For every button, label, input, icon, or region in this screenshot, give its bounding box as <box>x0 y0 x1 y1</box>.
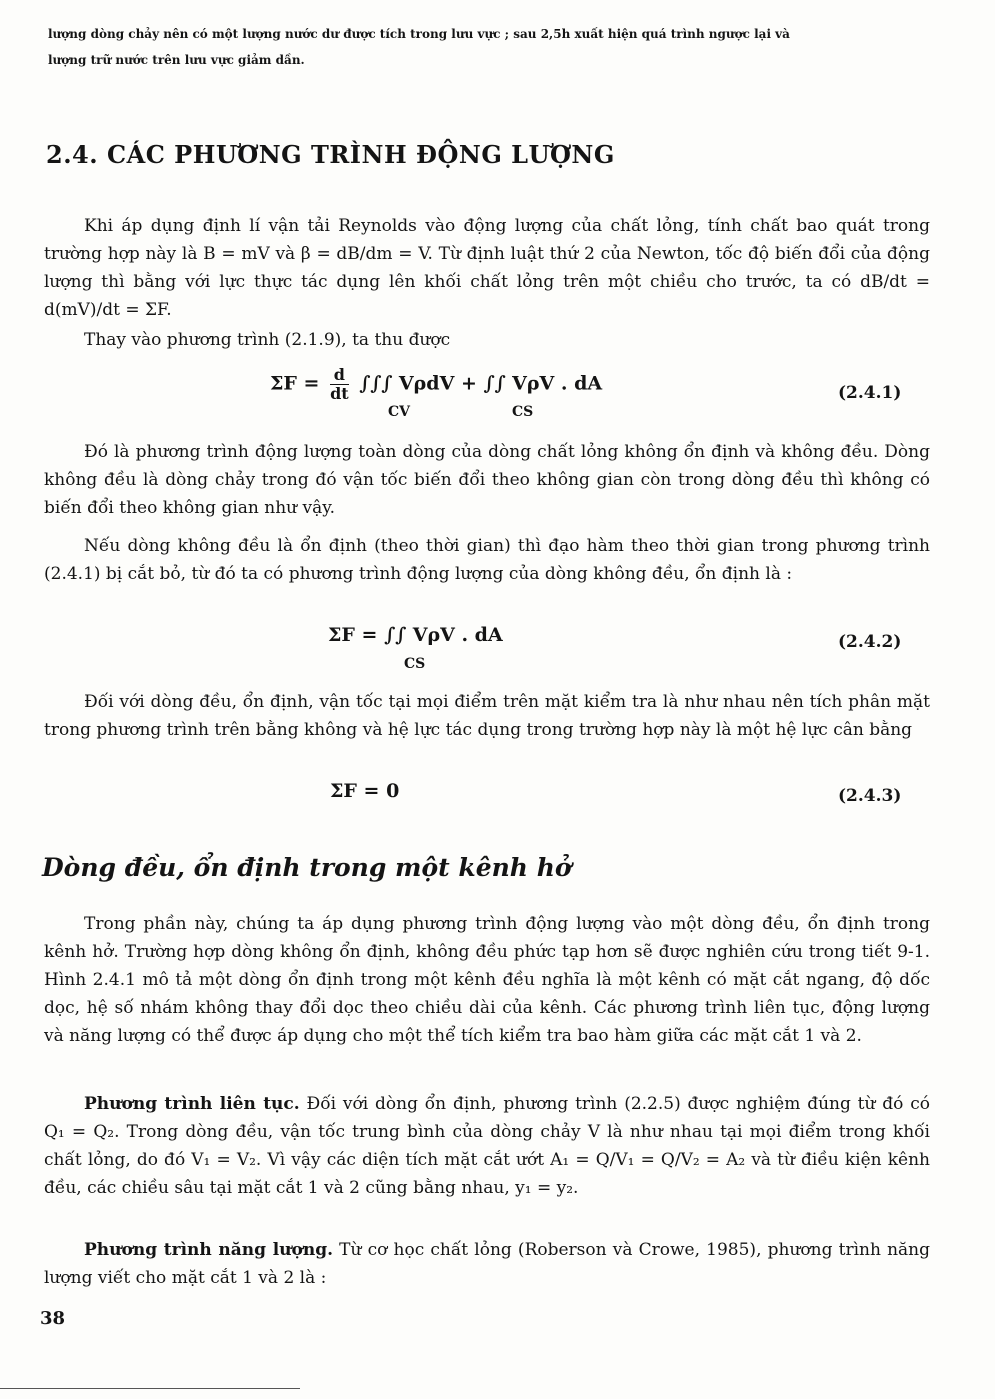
carryover-text-line-1: lượng dòng chảy nên có một lượng nước dư được tích trong lưu vực ; sau 2,5h xuất hiện quá trình ngược lại và <box>48 27 790 41</box>
eq1-volume-integral: ∫∫∫ VρdV <box>359 372 455 395</box>
paragraph-uniform-flow-text: Đối với dòng đều, ổn định, vận tốc tại mọi điểm trên mặt kiểm tra là như nhau nên tích phân mặt trong phương trình trên bằng không và hệ lực tác dụng trong trường hợp này là một hệ lực cân bằng <box>44 692 930 740</box>
eq1-lhs: ΣF = <box>270 372 320 395</box>
equation-number-2-4-3: (2.4.3) <box>838 786 902 806</box>
paragraph-momentum-equation <box>44 438 930 522</box>
paragraph-substitute-text: Thay vào phương trình (2.1.9), ta thu được <box>84 330 451 350</box>
eq2-surface-integral: ∫∫ VρV . dA <box>384 624 503 646</box>
eq1-plus: + <box>460 372 477 395</box>
eq1-subscript-cv: CV <box>388 404 411 420</box>
paragraph-substitute <box>44 326 930 354</box>
paragraph-momentum-equation-text: Đó là phương trình động lượng toàn dòng của dòng chất lỏng không ổn định và không đều. Dòng không đều là dòng chảy trong đó vận tốc biến đổi theo không gian còn trong dòng đều thì không có biến đổi theo không gian như vậy. <box>44 442 930 518</box>
paragraph-open-channel <box>44 910 930 1050</box>
equation-2-4-2 <box>328 624 503 646</box>
continuity-lead: Phương trình liên tục. <box>84 1094 300 1114</box>
subsection-heading: Dòng đều, ổn định trong một kênh hở <box>42 853 572 882</box>
paragraph-open-channel-text: Trong phần này, chúng ta áp dụng phương trình động lượng vào một dòng đều, ổn định trong kênh hở. Trường hợp dòng không ổn định, không đều phức tạp hơn sẽ được nghiên cứu trong tiết 9-1. Hình 2.4.1 mô tả một dòng ổn định trong một kênh đều nghĩa là một kênh có mặt cắt ngang, độ dốc dọc, hệ số nhám không thay đổi dọc theo chiều dài của kênh. Các phương trình liên tục, động lượng và năng lượng có thể được áp dụng cho một thể tích kiểm tra bao hàm giữa các mặt cắt 1 và 2. <box>44 914 930 1046</box>
eq1-frac-denominator: dt <box>330 384 349 403</box>
energy-body: Từ cơ học chất lỏng (Roberson và Crowe, 1985), phương trình năng lượng viết cho mặt cắt 1 và 2 là : <box>44 1240 930 1288</box>
eq2-subscript-cs: CS <box>404 656 426 672</box>
paragraph-steady-flow-text: Nếu dòng không đều là ổn định (theo thời gian) thì đạo hàm theo thời gian trong phương trình (2.4.1) bị cắt bỏ, từ đó ta có phương trình động lượng của dòng không đều, ổn định là : <box>44 536 930 584</box>
eq1-subscript-cs: CS <box>512 404 534 420</box>
eq2-lhs: ΣF = <box>328 624 378 646</box>
bottom-rule <box>0 1388 300 1389</box>
equation-2-4-1 <box>270 366 602 403</box>
equation-number-2-4-1: (2.4.1) <box>838 383 902 403</box>
paragraph-reynolds-text: Khi áp dụng định lí vận tải Reynolds vào động lượng của chất lỏng, tính chất bao quát trong trường hợp này là B = mV và β = dB/dm = V. Từ định luật thứ 2 của Newton, tốc độ biến đổi của động lượng thì bằng với lực thực tác dụng lên khối chất lỏng trên một chiều cho trước, ta có dB/dt = d(mV)/dt = ΣF. <box>44 216 930 320</box>
section-heading: 2.4. CÁC PHƯƠNG TRÌNH ĐỘNG LƯỢNG <box>46 140 615 169</box>
paragraph-energy <box>44 1236 930 1292</box>
paragraph-steady-flow <box>44 532 930 588</box>
paragraph-uniform-flow <box>44 688 930 744</box>
page-number: 38 <box>40 1308 66 1329</box>
carryover-text-line-2: lượng trữ nước trên lưu vực giảm dần. <box>48 53 305 67</box>
eq1-fraction <box>330 366 349 403</box>
paragraph-continuity <box>44 1090 930 1202</box>
eq1-surface-integral: ∫∫ VρV . dA <box>483 372 603 395</box>
eq1-frac-numerator: d <box>330 366 349 385</box>
equation-number-2-4-2: (2.4.2) <box>838 632 902 652</box>
paragraph-reynolds <box>44 212 930 324</box>
continuity-body: Đối với dòng ổn định, phương trình (2.2.5) được nghiệm đúng từ đó có Q₁ = Q₂. Trong dòng đều, vận tốc trung bình của dòng chảy V là như nhau tại mọi điểm trong khối chất lỏng, do đó V₁ = V₂. Vì vậy các diện tích mặt cắt ướt A₁ = Q/V₁ = Q/V₂ = A₂ và từ điều kiện kênh đều, các chiều sâu tại mặt cắt 1 và 2 cũng bằng nhau, y₁ = y₂. <box>44 1094 930 1198</box>
energy-lead: Phương trình năng lượng. <box>84 1240 334 1260</box>
equation-2-4-3: ΣF = 0 <box>330 780 400 802</box>
